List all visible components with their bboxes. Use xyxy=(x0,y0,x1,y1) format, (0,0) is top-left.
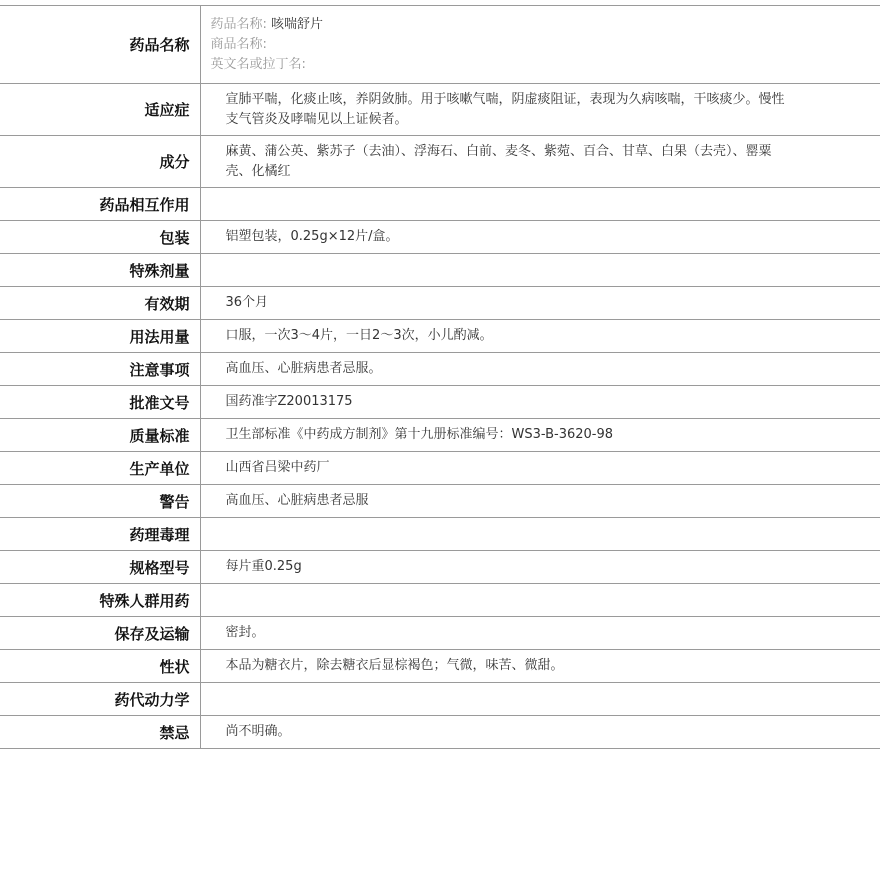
row-label: 用法用量 xyxy=(0,320,200,353)
row-value xyxy=(200,254,880,287)
row-value: 山西省吕梁中药厂 xyxy=(200,452,880,485)
row-quality-standard xyxy=(0,419,880,452)
row-value: 国药准字Z20013175 xyxy=(200,386,880,419)
row-value: 高血压、心脏病患者忌服 xyxy=(200,485,880,518)
row-label: 药品相互作用 xyxy=(0,188,200,221)
row-precautions xyxy=(0,353,880,386)
row-label: 适应症 xyxy=(0,84,200,136)
row-storage xyxy=(0,617,880,650)
row-ingredients xyxy=(0,136,880,188)
row-label: 注意事项 xyxy=(0,353,200,386)
row-value: 尚不明确。 xyxy=(200,716,880,749)
row-packaging xyxy=(0,221,880,254)
row-value xyxy=(200,584,880,617)
row-value: 口服，一次3～4片，一日2～3次，小儿酌减。 xyxy=(200,320,880,353)
row-label: 警告 xyxy=(0,485,200,518)
row-label: 包装 xyxy=(0,221,200,254)
row-value xyxy=(200,683,880,716)
row-label: 性状 xyxy=(0,650,200,683)
row-pharmacokinetics xyxy=(0,683,880,716)
row-label: 药理毒理 xyxy=(0,518,200,551)
row-value: 麻黄、蒲公英、紫苏子（去油）、浮海石、白前、麦冬、紫菀、百合、甘草、白果（去壳）、罂粟壳、化橘红 xyxy=(200,136,880,188)
row-indications xyxy=(0,84,880,136)
drug-name-cell xyxy=(200,6,880,84)
row-shelf-life xyxy=(0,287,880,320)
row-contraindications xyxy=(0,716,880,749)
row-label: 保存及运输 xyxy=(0,617,200,650)
row-label: 特殊人群用药 xyxy=(0,584,200,617)
row-value: 36个月 xyxy=(200,287,880,320)
row-value: 密封。 xyxy=(200,617,880,650)
row-warning xyxy=(0,485,880,518)
row-interactions xyxy=(0,188,880,221)
drug-spec-table xyxy=(0,5,880,749)
row-special-dosage xyxy=(0,254,880,287)
row-value xyxy=(200,518,880,551)
row-label: 批准文号 xyxy=(0,386,200,419)
row-specification xyxy=(0,551,880,584)
row-label: 特殊剂量 xyxy=(0,254,200,287)
row-label: 禁忌 xyxy=(0,716,200,749)
english-name-line xyxy=(211,55,880,75)
row-value xyxy=(200,188,880,221)
row-label: 生产单位 xyxy=(0,452,200,485)
row-value: 铝塑包装，0.25g×12片/盒。 xyxy=(200,221,880,254)
trade-name-line xyxy=(211,35,880,55)
row-label: 药代动力学 xyxy=(0,683,200,716)
row-label: 质量标准 xyxy=(0,419,200,452)
row-manufacturer xyxy=(0,452,880,485)
english-name-label: 英文名或拉丁名: xyxy=(210,56,306,72)
trade-name-label: 商品名称: xyxy=(210,36,267,52)
row-label: 规格型号 xyxy=(0,551,200,584)
row-pharmacology xyxy=(0,518,880,551)
row-special-populations xyxy=(0,584,880,617)
drug-name-label: 药品名称: xyxy=(210,16,267,32)
row-drug-name xyxy=(0,6,880,84)
drug-name-line xyxy=(211,15,880,35)
row-value: 卫生部标准《中药成方制剂》第十九册标准编号：WS3-B-3620-98 xyxy=(200,419,880,452)
row-label: 成分 xyxy=(0,136,200,188)
row-usage xyxy=(0,320,880,353)
row-value: 每片重0.25g xyxy=(200,551,880,584)
row-approval-number xyxy=(0,386,880,419)
drug-name-value: 咳喘舒片 xyxy=(271,16,324,32)
row-value: 本品为糖衣片，除去糖衣后显棕褐色；气微，味苦、微甜。 xyxy=(200,650,880,683)
row-label: 有效期 xyxy=(0,287,200,320)
row-label-drug-name: 药品名称 xyxy=(0,6,200,84)
row-description xyxy=(0,650,880,683)
row-value: 宣肺平喘，化痰止咳，养阴敛肺。用于咳嗽气喘，阴虚痰阻证，表现为久病咳喘，干咳痰少。慢性支气管炎及哮喘见以上证候者。 xyxy=(200,84,880,136)
row-value: 高血压、心脏病患者忌服。 xyxy=(200,353,880,386)
